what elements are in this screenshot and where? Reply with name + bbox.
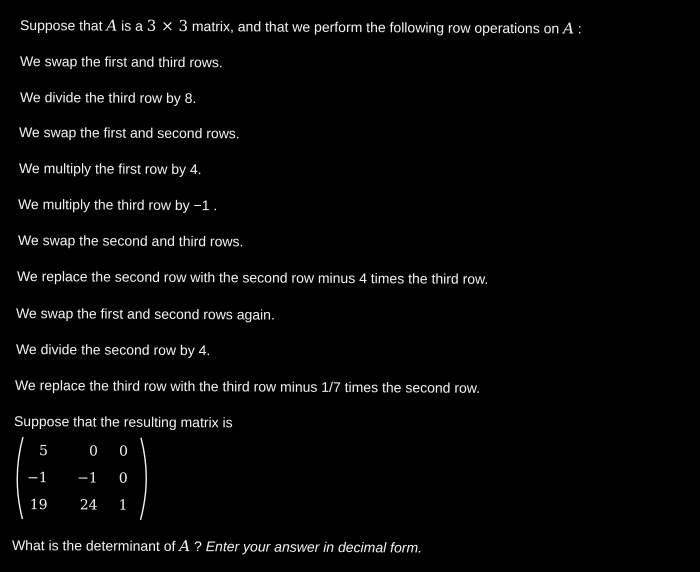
operation-10: We replace the third row with the third row minus 1/7 times the second row. [14, 377, 481, 396]
operation-9: We divide the second row by 4. [15, 341, 211, 359]
matrix-cell-3-2: 24 [79, 497, 98, 514]
operation-1: We swap the first and third rows. [19, 53, 223, 71]
matrix-variable: A [106, 16, 118, 35]
question-line [12, 536, 422, 557]
intro-text-4: : [573, 20, 582, 37]
matrix-cell-3-1: 19 [29, 497, 48, 514]
operation-5: We multiply the third row by −1 . [17, 196, 218, 214]
matrix-cell-2-2: −1 [77, 470, 98, 487]
matrix-cell-1-3: 0 [118, 443, 128, 460]
matrix-cell-2-1: −1 [27, 470, 48, 487]
result-text: Suppose that the resulting matrix is [13, 413, 233, 431]
matrix-cell-1-2: 0 [88, 443, 98, 460]
operation-2: We divide the third row by 8. [19, 89, 197, 107]
question-text-1: What is the determinant of [11, 537, 180, 555]
intro-line [20, 16, 582, 37]
operation-4: We multiply the first row by 4. [18, 160, 202, 178]
question-text-2: ? [190, 538, 206, 555]
operation-3: We swap the first and second rows. [18, 124, 240, 142]
matrix-variable-2: A [563, 19, 574, 38]
matrix-cell-1-1: 5 [38, 443, 48, 460]
matrix-dimensions: 3 × 3 [146, 16, 189, 36]
operation-7: We replace the second row with the second row minus 4 times the third row. [16, 268, 489, 287]
question-variable: A [179, 537, 191, 556]
matrix-cell-2-3: 0 [118, 470, 128, 487]
operation-6: We swap the second and third rows. [17, 232, 244, 250]
right-parenthesis [137, 436, 154, 522]
intro-text-2: is a [117, 17, 147, 34]
answer-instruction: Enter your answer in decimal form. [205, 538, 423, 556]
intro-text-1: Suppose that [19, 17, 107, 34]
result-matrix [9, 435, 160, 526]
intro-text-3: matrix, and that we perform the following row operations on [187, 18, 564, 37]
operation-8: We swap the first and second rows again. [15, 305, 275, 323]
matrix-cell-3-3: 1 [118, 497, 128, 514]
